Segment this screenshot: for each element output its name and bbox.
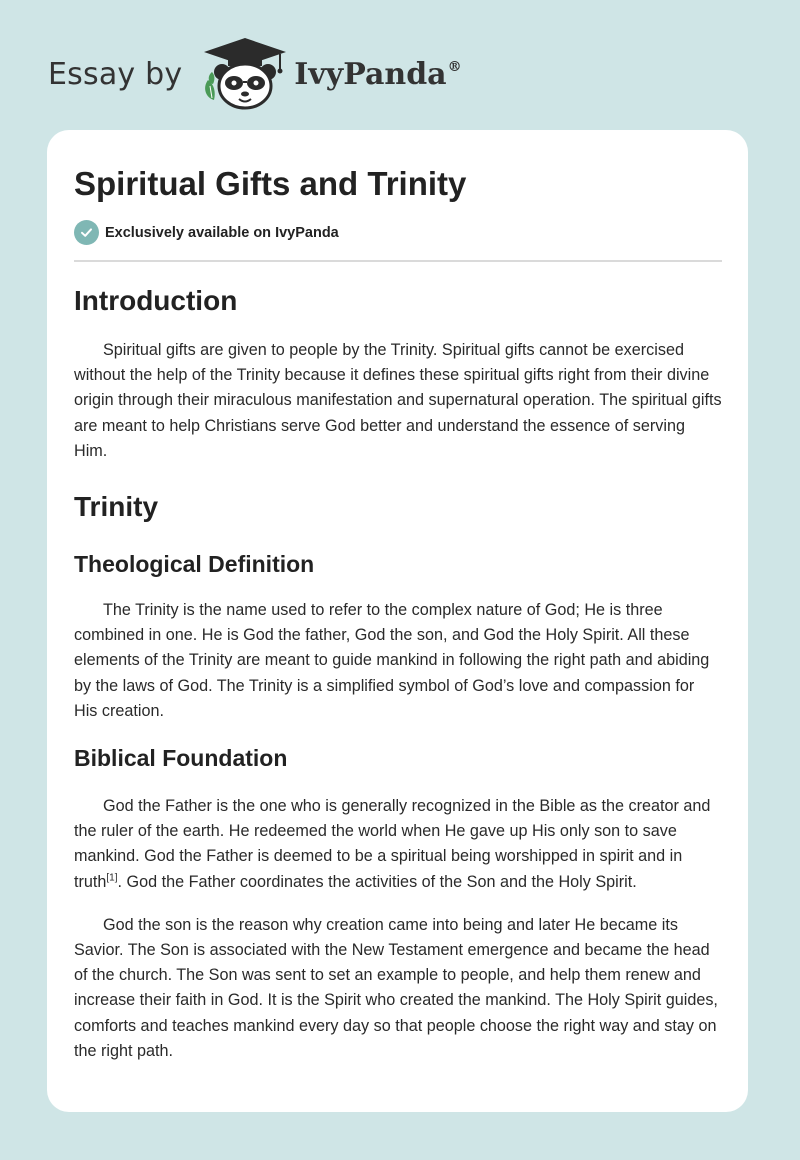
footnote-ref-1[interactable]: [1] [106,872,118,884]
paragraph-biblical-foundation-1: God the Father is the one who is generally recognized in the Bible as the creator and the ruler of the earth. He redeemed the world when He gave up His only son to save mankind. God the Father is deemed to be a spiritual being worshipped in spirit and in truth[1]. God the Father coordinates the activities of the Son and the Holy Spirit. [74,797,711,891]
site-header [48,34,462,114]
exclusive-badge [74,220,722,245]
heading-biblical-foundation: Biblical Foundation [74,745,288,772]
check-icon [74,220,99,245]
heading-trinity: Trinity [74,491,159,523]
article-card [47,130,748,1112]
paragraph-introduction: Spiritual gifts are given to people by the Trinity. Spiritual gifts cannot be exercised without the help of the Trinity because it defines these spiritual gifts right from their divine origin through their miraculous manifestation and supernatural operation. The spiritual gifts are meant to help Christians serve God better and understand the essence of serving Him. [74,341,722,460]
essay-by-label: Essay by [48,56,183,92]
panda-graduate-icon [200,36,290,112]
title-divider [74,260,722,262]
paragraph-biblical-foundation-2: God the son is the reason why creation came into being and later He became its Savior. The Son is associated with the New Testament emergence and became the head of the church. The Son was sent to set an example to people, and help them renew and increase their faith in God. It is the Spirit who created the mankind. The Holy Spirit guides, comforts and teaches mankind every day so that people choose the right way and stay on the right path. [74,915,718,1060]
article-title: Spiritual Gifts and Trinity [74,165,467,202]
exclusive-badge-label: Exclusively available on IvyPanda [105,224,339,241]
brand-name: IvyPanda® [294,56,462,92]
heading-theological-definition: Theological Definition [74,551,315,578]
paragraph-theological-definition: The Trinity is the name used to refer to the complex nature of God; He is three combined in one. He is God the father, God the son, and God the Holy Spirit. All these elements of the Trinity are meant to guide mankind in following the right path and abiding by the laws of God. The Trinity is a simplified symbol of God’s love and compassion for His creation. [74,601,710,720]
heading-introduction: Introduction [74,285,238,316]
